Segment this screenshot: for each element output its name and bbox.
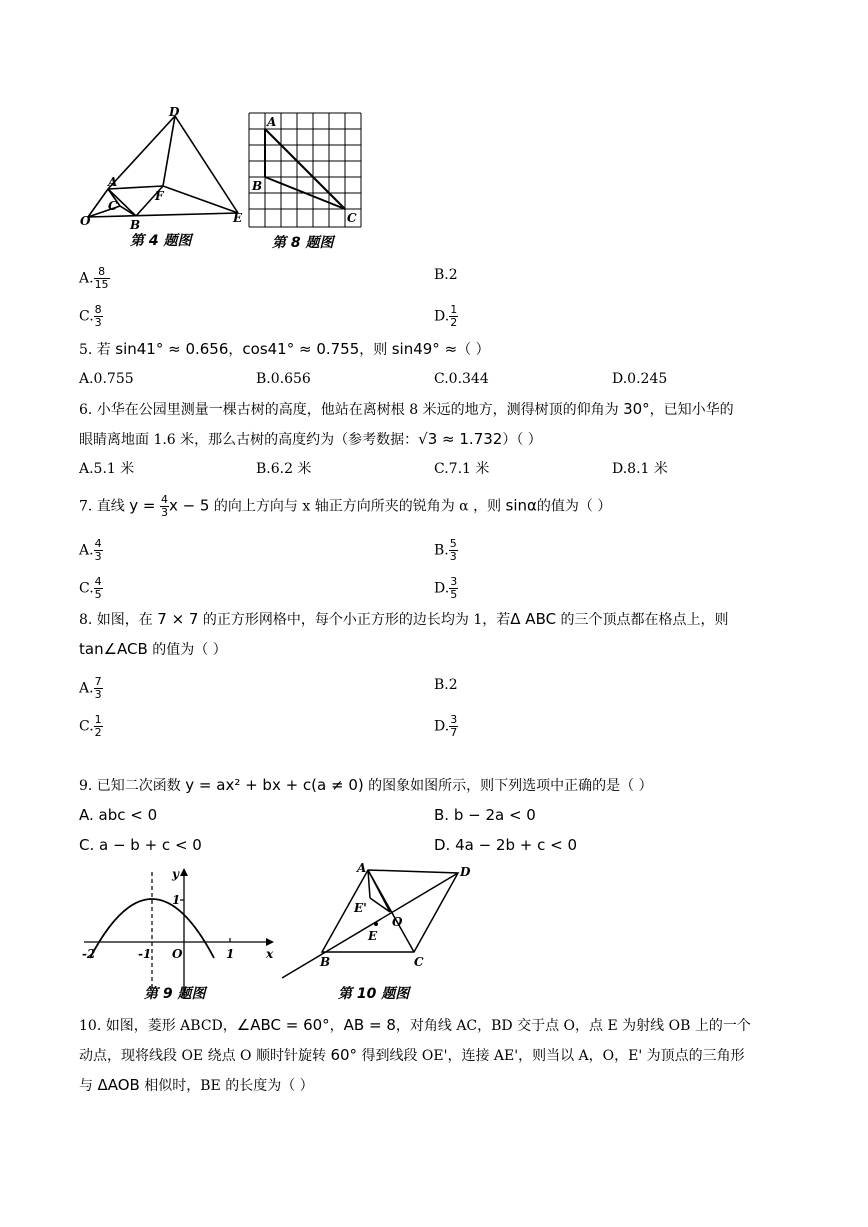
fig9-label-x: x (266, 947, 274, 961)
fig10-label-e-prime: E' (354, 901, 367, 915)
figure-q8-diagram (246, 110, 372, 252)
q9-option-a: A. abc < 0 (79, 806, 158, 824)
q6-option-b: B.6.2 米 (256, 461, 312, 477)
q7-stem: 7. 直线 y = $\frac{4}{3}$ x − 5 的向上方向与 x 轴正方向所夹的锐角为 α ，则 sinα的值为（ ） (79, 493, 612, 519)
q5-option-a: A.0.755 (79, 371, 134, 387)
fig10-label-c: C (414, 955, 424, 969)
fig8-label-a: A (267, 115, 277, 129)
q7-a-fraction: $\frac{4}{3}$ (94, 537, 102, 563)
figure-q9-diagram (80, 862, 280, 1004)
q8-option-d: D. $\frac{3}{7}$ (434, 713, 458, 739)
fig4-label-f: F (155, 189, 164, 203)
fig8-label-c: C (347, 211, 357, 225)
fig4-label-o: O (80, 214, 91, 228)
q10-line-3: 与 ΔAOB 相似时，BE 的长度为（ ） (79, 1076, 314, 1094)
q5-option-d: D.0.245 (612, 371, 668, 387)
fig4-caption: 第 4 题图 (130, 233, 192, 249)
fig9-label-1-x: 1 (226, 947, 235, 961)
q7-c-fraction: $\frac{4}{5}$ (94, 575, 102, 601)
q4-option-d: D. $\frac{1}{2}$ (434, 303, 458, 329)
fig10-caption: 第 10 题图 (338, 986, 410, 1002)
fig4-label-e: E (233, 211, 243, 225)
q4-option-a: A. $\frac{8}{15}$ (79, 265, 109, 291)
q7-d-fraction: $\frac{3}{5}$ (450, 575, 458, 601)
q4-d-fraction: $\frac{1}{2}$ (450, 303, 458, 329)
fig9-caption: 第 9 题图 (144, 986, 206, 1002)
q8-option-c: C. $\frac{1}{2}$ (79, 713, 102, 739)
q4-c-fraction: $\frac{8}{3}$ (94, 303, 102, 329)
q5-option-c: C.0.344 (434, 371, 489, 387)
q4-option-c: C. $\frac{8}{3}$ (79, 303, 102, 329)
fig10-label-d: D (460, 865, 471, 879)
fig9-label-1-y: 1 (172, 893, 181, 907)
q4-a-fraction: $\frac{8}{15}$ (94, 265, 109, 291)
q5-stem: 5. 若 sin41° ≈ 0.656，cos41° ≈ 0.755，则 sin49° ≈（ ） (79, 340, 490, 358)
q6-option-d: D.8.1 米 (612, 461, 668, 477)
q7-option-a: A. $\frac{4}{3}$ (79, 537, 102, 563)
fig4-label-a: A (108, 175, 118, 189)
fig9-label-o: O (172, 947, 183, 961)
fig8-caption: 第 8 题图 (272, 235, 334, 251)
q10-line-2: 动点，现将线段 OE 绕点 O 顺时针旋转 60° 得到线段 OE'，连接 AE'，则当以 A，O，E' 为顶点的三角形 (79, 1046, 745, 1064)
fig4-label-c: C (108, 199, 118, 213)
figure-q9 (80, 862, 280, 1004)
fig10-label-e: E (368, 929, 378, 943)
q8-option-b: B.2 (434, 677, 458, 693)
q6-line-2: 眼睛离地面 1.6 米，那么古树的高度约为（参考数据：√3 ≈ 1.732）（ ） (79, 430, 542, 448)
q7-b-fraction: $\frac{5}{3}$ (449, 537, 457, 563)
q6-line-1: 6. 小华在公园里测量一棵古树的高度，他站在离树根 8 米远的地方，测得树顶的仰角为 30°，已知小华的 (79, 400, 734, 418)
fig4-label-b: B (130, 218, 141, 232)
q8-c-fraction: $\frac{1}{2}$ (94, 713, 102, 739)
q8-line-1: 8. 如图，在 7 × 7 的正方形网格中，每个小正方形的边长均为 1，若Δ ABC 的三个顶点都在格点上，则 (79, 610, 729, 628)
q7-option-c: C. $\frac{4}{5}$ (79, 575, 102, 601)
q4-option-b: B.2 (434, 267, 458, 283)
fig8-label-b: B (252, 179, 263, 193)
figure-q10-diagram (280, 860, 480, 1004)
q6-option-a: A.5.1 米 (79, 461, 135, 477)
q8-a-fraction: $\frac{7}{3}$ (94, 675, 102, 701)
fig9-label-minus1: -1 (138, 947, 152, 961)
fig10-label-o: O (392, 915, 403, 929)
q7-option-b: B. $\frac{5}{3}$ (434, 537, 457, 563)
q8-line-2: tan∠ACB 的值为（ ） (79, 640, 227, 658)
q7-slope-fraction: $\frac{4}{3}$ (160, 493, 168, 519)
q8-option-a: A. $\frac{7}{3}$ (79, 675, 102, 701)
figure-q8 (246, 110, 372, 252)
q9-option-b: B. b − 2a < 0 (434, 806, 536, 824)
q10-line-1: 10. 如图，菱形 ABCD，∠ABC = 60°，AB = 8，对角线 AC，BD 交于点 O，点 E 为射线 OB 上的一个 (79, 1016, 751, 1034)
q5-option-b: B.0.656 (256, 371, 311, 387)
fig4-label-d: D (169, 105, 180, 119)
fig10-label-a: A (357, 861, 367, 875)
q9-option-d: D. 4a − 2b + c < 0 (434, 836, 577, 854)
q9-option-c: C. a − b + c < 0 (79, 836, 202, 854)
q9-stem: 9. 已知二次函数 y = ax² + bx + c(a ≠ 0) 的图象如图所示，则下列选项中正确的是（ ） (79, 776, 653, 794)
q6-option-c: C.7.1 米 (434, 461, 490, 477)
q7-option-d: D. $\frac{3}{5}$ (434, 575, 458, 601)
fig10-label-b: B (320, 955, 331, 969)
fig9-label-minus2: -2 (82, 947, 96, 961)
figure-q10 (280, 860, 480, 1004)
fig9-label-y: y (172, 867, 179, 881)
q8-d-fraction: $\frac{3}{7}$ (450, 713, 458, 739)
figure-q4 (78, 104, 250, 252)
figure-q4-diagram (78, 104, 250, 252)
